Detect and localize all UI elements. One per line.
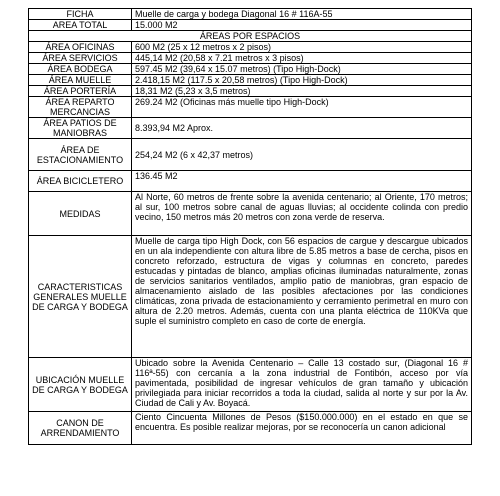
row-value: Muelle de carga tipo High Dock, con 56 espacios de cargue y descargue ubicados en un ala independiente con altura libre de 5.85 metros a base de cercha, pisos en concreto reforzado, estructura de vigas y columnas en concreto, paredes estucadas y pintadas de blanco, amplias oficinas iluminadas naturalmente, zonas de servicios sanitarios ventilados, amplio patio de maniobras, gran espacio de almacenamiento aislado de las posibles afectaciones por las condiciones climáticas, zona privada de estacionamiento y cerramiento perimetral en muro con altura de 2.20 metros. Además, cuenta con una planta eléctrica de 110KVa que suple el suministro completo en caso de corte de energía. [132, 236, 472, 358]
table-row [29, 9, 472, 20]
table-row [29, 97, 472, 118]
row-label: ÁREA REPARTO MERCANCIAS [29, 97, 132, 118]
row-value: 18,31 M2 (5,23 x 3,5 metros) [132, 86, 472, 97]
row-value: 8.393,94 M2 Aprox. [132, 118, 472, 139]
row-value: Ciento Cincuenta Millones de Pesos ($150.000.000) en el estado en que se encuentra. Es posible realizar mejoras, por se reconocería un canon adicional [132, 412, 472, 445]
row-value: 445,14 M2 (20,58 x 7.21 metros x 3 pisos) [132, 53, 472, 64]
row-label: ÁREA SERVICIOS [29, 53, 132, 64]
table-row [29, 75, 472, 86]
row-label: ÁREA PATIOS DE MANIOBRAS [29, 118, 132, 139]
table-row [29, 171, 472, 192]
table-row [29, 64, 472, 75]
row-label: ÁREA BICICLETERO [29, 171, 132, 192]
row-label: CARACTERISTICAS GENERALES MUELLE DE CARGA Y BODEGA [29, 236, 132, 358]
row-value: 269.24 M2 (Oficinas más muelle tipo High-Dock) [132, 97, 472, 118]
property-table [28, 8, 472, 445]
table-row [29, 42, 472, 53]
row-label: FICHA [29, 9, 132, 20]
row-value: 254,24 M2 (6 x 42,37 metros) [132, 139, 472, 171]
row-value: 15.000 M2 [132, 20, 472, 31]
row-label: UBICACIÓN MUELLE DE CARGA Y BODEGA [29, 358, 132, 412]
property-sheet [28, 8, 472, 445]
table-row [29, 236, 472, 358]
row-value: 2.418,15 M2 (117.5 x 20,58 metros) (Tipo High-Dock) [132, 75, 472, 86]
row-value: 136.45 M2 [132, 171, 472, 192]
row-label: ÁREA MUELLE [29, 75, 132, 86]
row-value: 600 M2 (25 x 12 metros x 2 pisos) [132, 42, 472, 53]
table-row [29, 118, 472, 139]
row-label: AREA TOTAL [29, 20, 132, 31]
table-row [29, 53, 472, 64]
row-value: Muelle de carga y bodega Diagonal 16 # 116A-55 [132, 9, 472, 20]
table-row [29, 412, 472, 445]
row-value: Al Norte, 60 metros de frente sobre la avenida centenario; al Oriente, 170 metros; al sur, 100 metros sobre canal de aguas lluvias; al occidente colinda con predio vecino, 150 metros más 20 metros con zona verde de reserva. [135, 192, 468, 222]
row-value: Ubicado sobre la Avenida Centenario – Calle 13 costado sur, (Diagonal 16 # 116ª-55) con cercanía a la zona industrial de Fontibón, acceso por vía pavimentada, posibilidad de ingresar vehículos de gran tamaño y ubicación privilegiada para iniciar recorridos a toda la ciudad, salida al norte y sur por la Av. Ciudad de Cali y Av. Boyacá. [132, 358, 472, 412]
row-label: ÁREA DE ESTACIONAMIENTO [29, 139, 132, 171]
table-row [29, 20, 472, 31]
table-row [29, 358, 472, 412]
row-label: ÁREA BODEGA [29, 64, 132, 75]
table-row [29, 192, 472, 236]
section-header-row [29, 31, 472, 42]
row-label: MEDIDAS [29, 192, 132, 236]
row-value: 597.45 M2 (39,64 x 15.07 metros) (Tipo High-Dock) [132, 64, 472, 75]
section-header: ÁREAS POR ESPACIOS [29, 31, 472, 42]
row-label: ÁREA OFICINAS [29, 42, 132, 53]
row-label: CANON DE ARRENDAMIENTO [29, 412, 132, 445]
table-row [29, 139, 472, 171]
table-row [29, 86, 472, 97]
row-label: ÁREA PORTERÍA [29, 86, 132, 97]
